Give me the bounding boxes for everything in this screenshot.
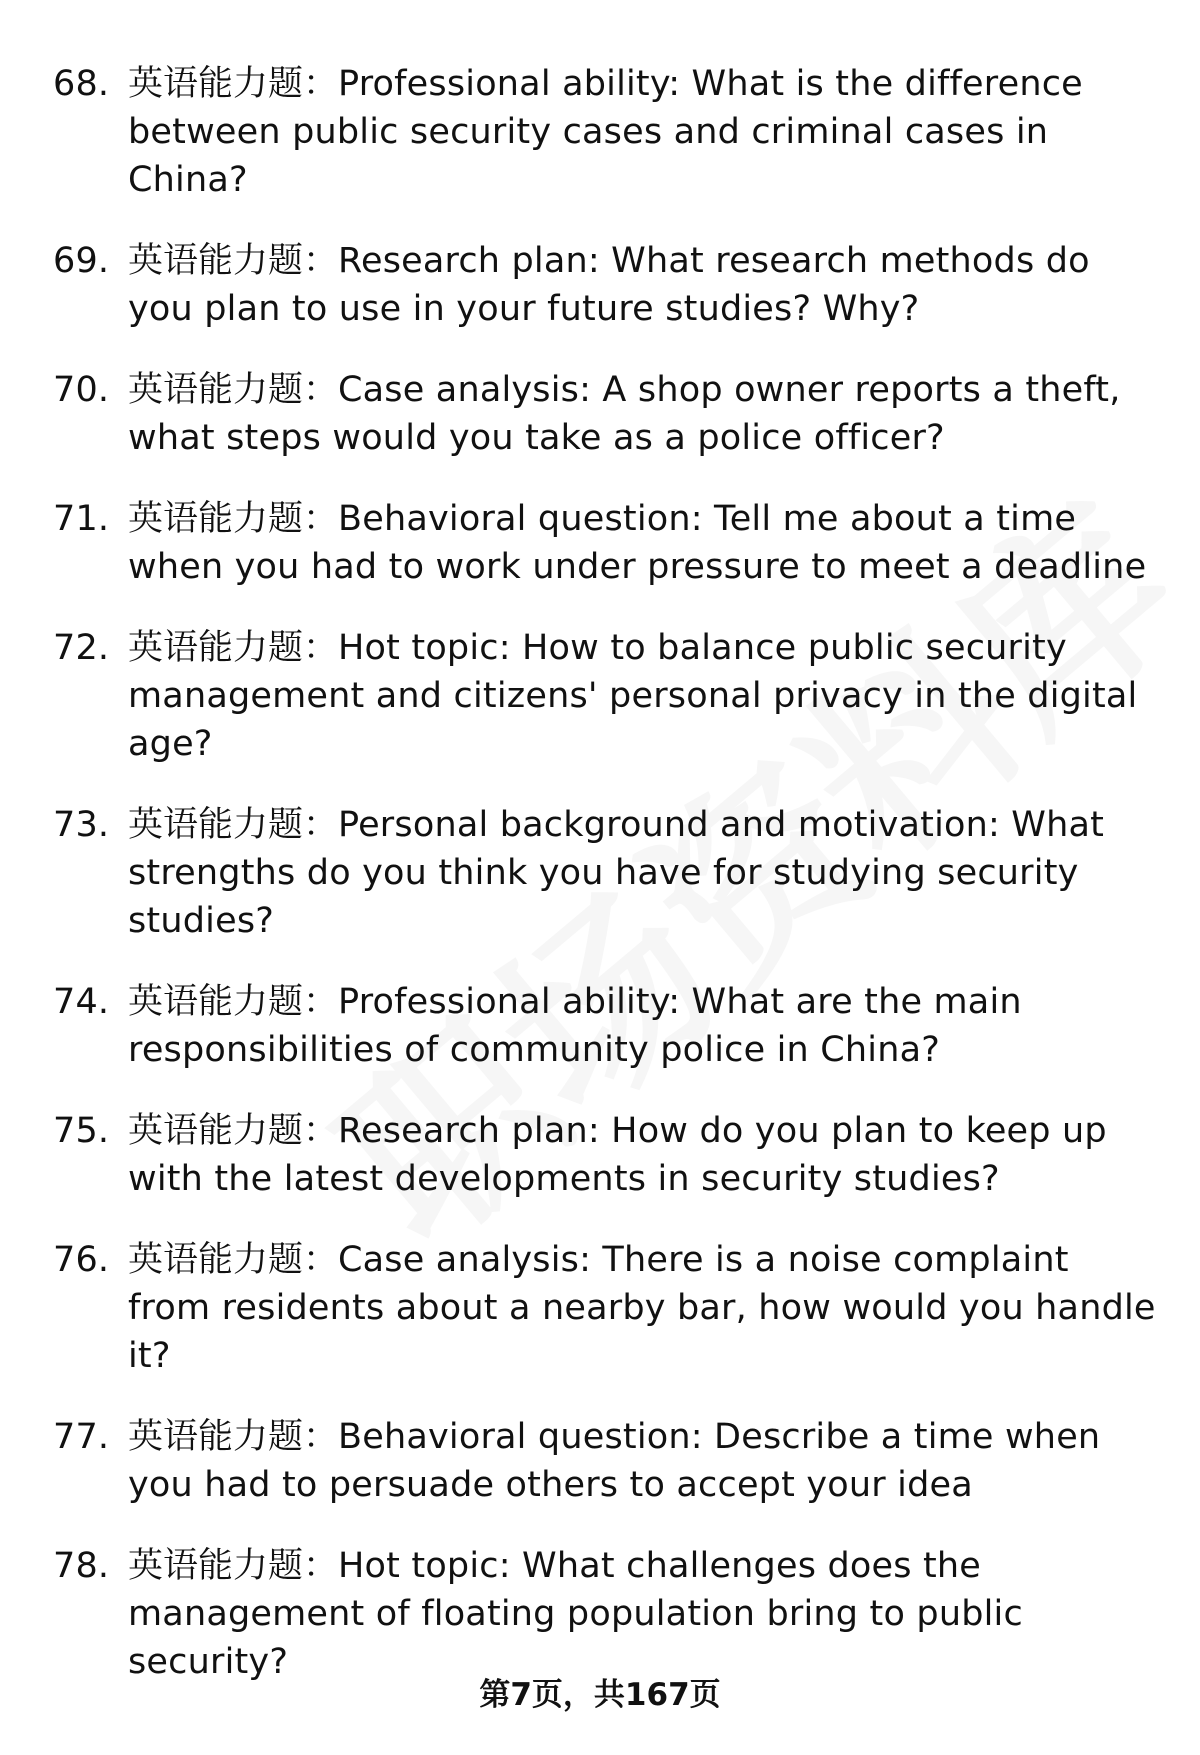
question-prefix: 英语能力题： — [128, 1240, 339, 1280]
question-number: 75. — [53, 1111, 110, 1151]
question-number: 72. — [53, 628, 110, 668]
question-text: Research plan: What research methods do you plan to use in your future studies? Why? — [128, 241, 1090, 329]
page-number-label: 第7页，共167页 — [479, 1677, 721, 1713]
question-prefix: 英语能力题： — [128, 982, 339, 1022]
question-number: 71. — [53, 499, 110, 539]
question-prefix: 英语能力题： — [128, 370, 339, 410]
question-text: Professional ability: What are the main responsibilities of community police in China? — [128, 982, 1022, 1070]
question-text: Behavioral question: Describe a time when you had to persuade others to accept your idea — [128, 1417, 1101, 1505]
question-item — [0, 1413, 1200, 1509]
question-number: 68. — [53, 64, 110, 104]
question-prefix: 英语能力题： — [128, 1417, 339, 1457]
question-item — [0, 495, 1200, 591]
question-prefix: 英语能力题： — [128, 1111, 339, 1151]
question-prefix: 英语能力题： — [128, 1546, 339, 1586]
question-number: 74. — [53, 982, 110, 1022]
question-text: Personal background and motivation: What strengths do you think you have for studying security studies? — [128, 805, 1105, 941]
question-prefix: 英语能力题： — [128, 241, 339, 281]
question-item — [0, 60, 1200, 204]
question-prefix: 英语能力题： — [128, 805, 339, 845]
question-text: Professional ability: What is the difference between public security cases and criminal cases in China? — [128, 64, 1083, 200]
question-text: Behavioral question: Tell me about a time when you had to work under pressure to meet a deadline — [128, 499, 1147, 587]
question-text: Research plan: How do you plan to keep up with the latest developments in security studies? — [128, 1111, 1107, 1199]
question-list — [0, 60, 1200, 1719]
question-text: Case analysis: There is a noise complaint from residents about a nearby bar, how would you handle it? — [128, 1240, 1156, 1376]
question-number: 78. — [53, 1546, 110, 1586]
question-item — [0, 1107, 1200, 1203]
question-number: 77. — [53, 1417, 110, 1457]
question-item — [0, 237, 1200, 333]
question-item — [0, 1236, 1200, 1380]
question-item — [0, 1542, 1200, 1686]
question-prefix: 英语能力题： — [128, 499, 339, 539]
question-number: 73. — [53, 805, 110, 845]
question-number: 69. — [53, 241, 110, 281]
question-text: Hot topic: How to balance public security management and citizens' personal privacy in the digital age? — [128, 628, 1138, 764]
question-number: 70. — [53, 370, 110, 410]
question-prefix: 英语能力题： — [128, 628, 339, 668]
question-text: Case analysis: A shop owner reports a theft, what steps would you take as a police officer? — [128, 370, 1121, 458]
question-item — [0, 624, 1200, 768]
question-number: 76. — [53, 1240, 110, 1280]
question-item — [0, 366, 1200, 462]
question-item — [0, 801, 1200, 945]
question-item — [0, 978, 1200, 1074]
question-text: Hot topic: What challenges does the management of floating population bring to public security? — [128, 1546, 1023, 1682]
page-footer — [0, 1675, 1200, 1715]
question-prefix: 英语能力题： — [128, 64, 339, 104]
